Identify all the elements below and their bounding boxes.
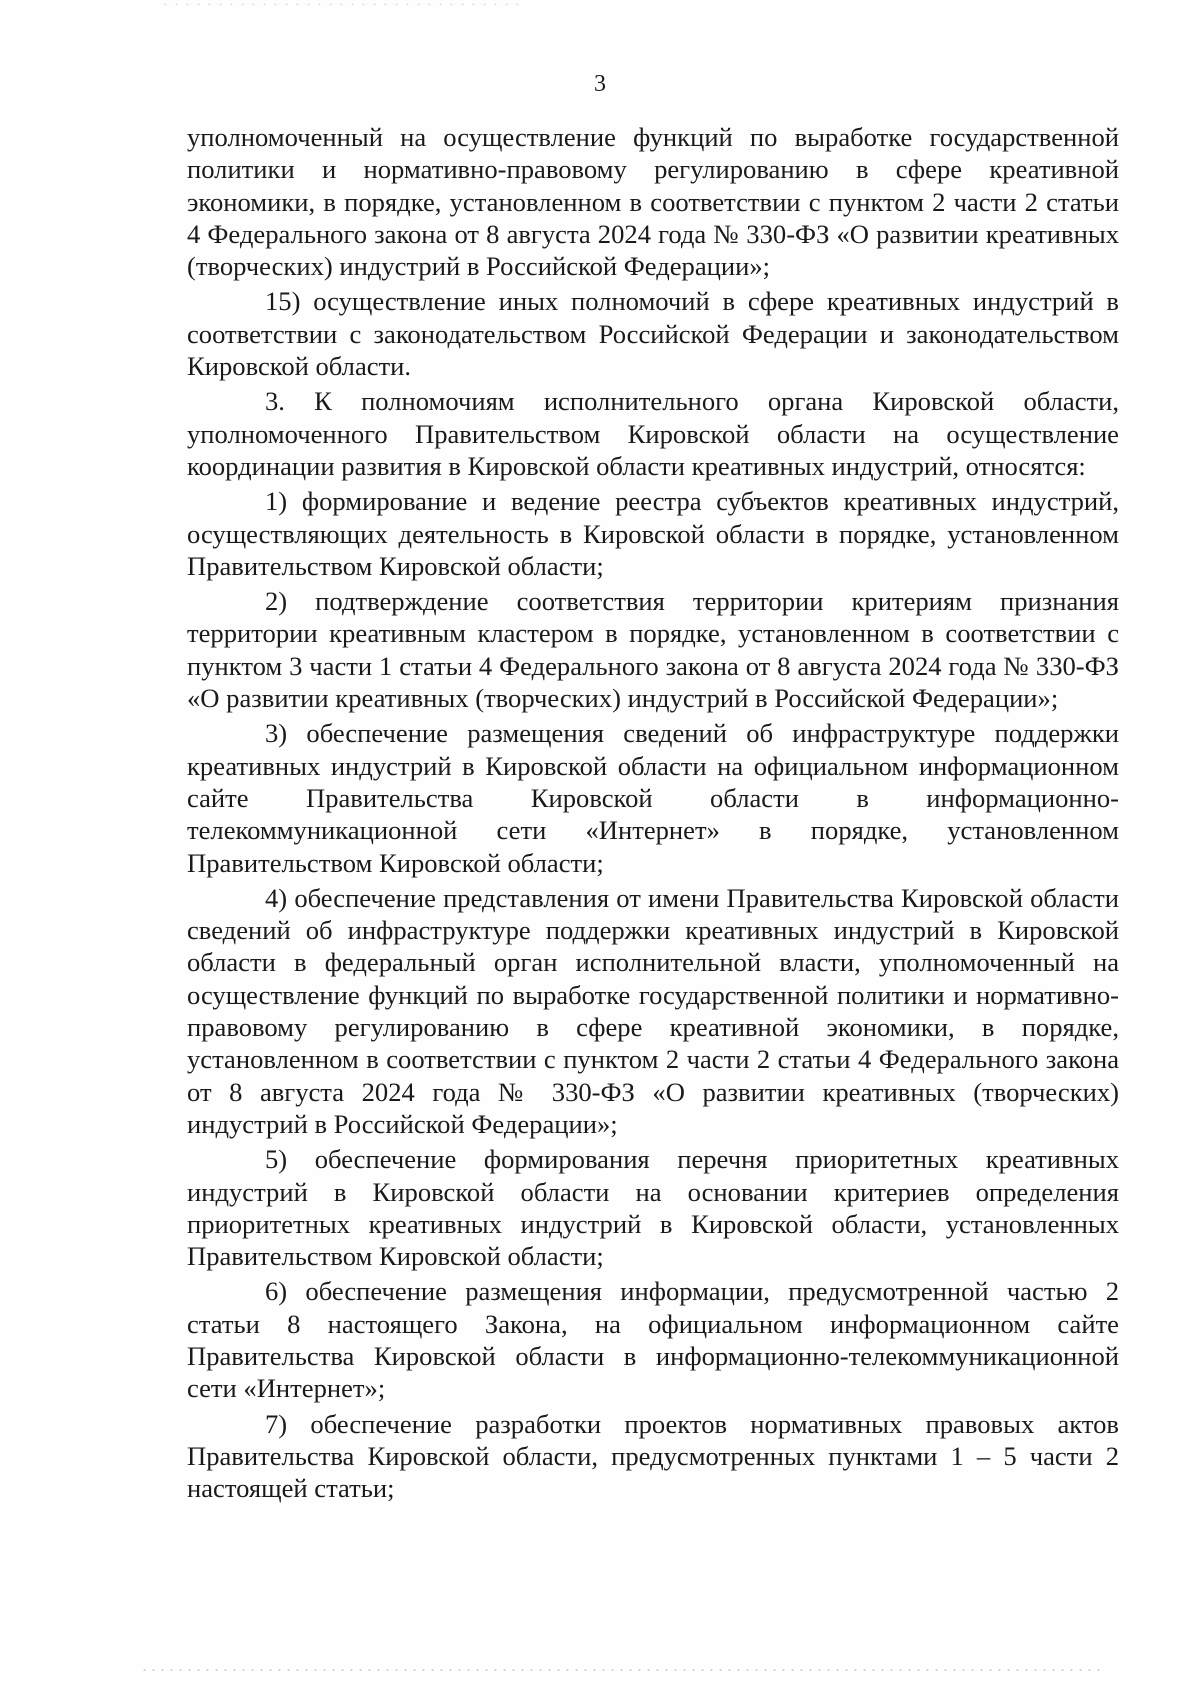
scan-noise-bottom — [140, 1668, 1100, 1672]
paragraph-item-4: 4) обеспечение представления от имени Правительства Кировской области сведений об инфраструктуре поддержки креативных индустрий в Кировской области в федеральный орган исполнительной власти, уполномоченный на осуществление функций по выработке государственной политики и нормативно-правовому регулированию в сфере креативной экономики, в порядке, установленном в соответствии с пунктом 2 части 2 статьи 4 Федерального закона от 8 августа 2024 года № 330-ФЗ «О развитии креативных (творческих) индустрий в Российской Федерации»; — [187, 882, 1119, 1139]
paragraph-section-3: 3. К полномочиям исполнительного органа Кировской области, уполномоченного Правительством Кировской области на осуществление координации развития в Кировской области креативных индустрий, относятся: — [187, 386, 1119, 481]
paragraph-item-1: 1) формирование и ведение реестра субъектов креативных индустрий, осуществляющих деятельность в Кировской области в порядке, установленном Правительством Кировской области; — [187, 486, 1119, 581]
paragraph-item-2: 2) подтверждение соответствия территории критериям признания территории креативным кластером в порядке, установленном в соответствии с пунктом 3 части 1 статьи 4 Федерального закона от 8 августа 2024 года № 330-ФЗ «О развитии креативных (творческих) индустрий в Российской Федерации»; — [187, 586, 1119, 714]
paragraph-item-3: 3) обеспечение размещения сведений об инфраструктуре поддержки креативных индустрий в Кировской области на официальном информационном сайте Правительства Кировской области в информационно-телекоммуникационной сети «Интернет» в порядке, установленном Правительством Кировской области; — [187, 718, 1119, 878]
document-body — [187, 121, 1119, 1504]
scan-noise-top — [160, 3, 520, 6]
paragraph-item-6: 6) обеспечение размещения информации, предусмотренной частью 2 статьи 8 настоящего Закона, на официальном информационном сайте Правительства Кировской области в информационно-телекоммуникационной сети «Интернет»; — [187, 1276, 1119, 1404]
paragraph-item-15: 15) осуществление иных полномочий в сфере креативных индустрий в соответствии с законодательством Российской Федерации и законодательством Кировской области. — [187, 286, 1119, 382]
paragraph-item-7: 7) обеспечение разработки проектов нормативных правовых актов Правительства Кировской области, предусмотренных пунктами 1 – 5 части 2 настоящей статьи; — [187, 1408, 1119, 1504]
paragraph-item-5: 5) обеспечение формирования перечня приоритетных креативных индустрий в Кировской области на основании критериев определения приоритетных креативных индустрий в Кировской области, установленных Правительством Кировской области; — [187, 1144, 1119, 1272]
page-number: 3 — [594, 71, 606, 97]
paragraph-continuation: уполномоченный на осуществление функций по выработке государственной политики и нормативно-правовому регулированию в сфере креативной экономики, в порядке, установленном в соответствии с пунктом 2 части 2 статьи 4 Федерального закона от 8 августа 2024 года № 330-ФЗ «О развитии креативных (творческих) индустрий в Российской Федерации»; — [187, 122, 1119, 282]
